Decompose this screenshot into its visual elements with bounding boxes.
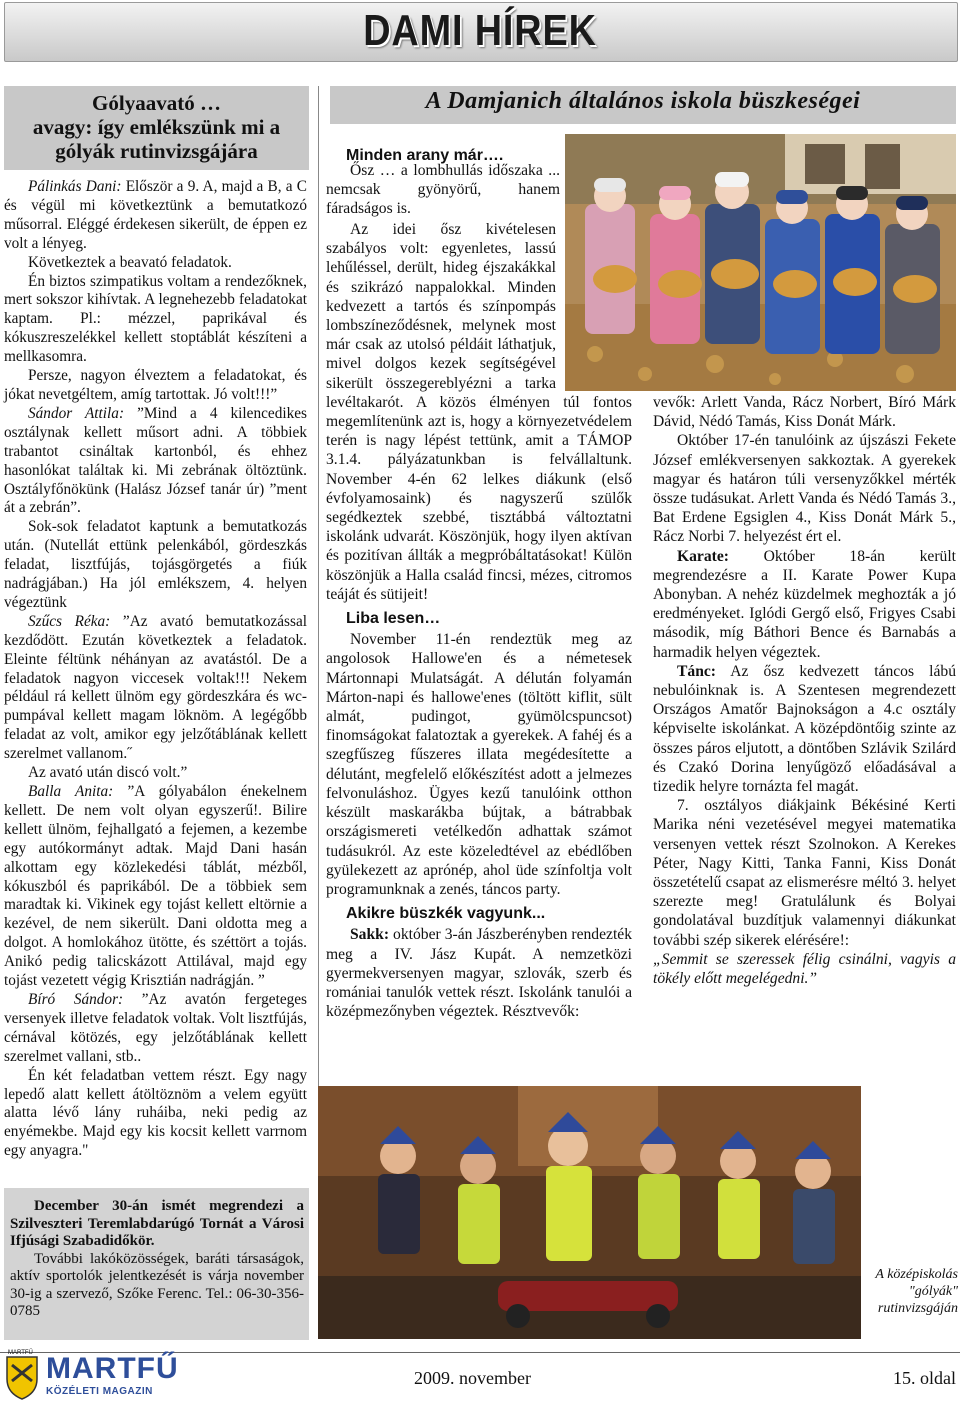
paragraph-text: Először a 9. A, majd a B, a C és végül mi következtünk a bemutatkozó műsorral. Eléggé érdekesen sikerült, de éppen ez volt a lényeg. [4, 178, 307, 252]
paragraph: Persze, nagyon élveztem a feladatokat, és jókat nevetgéltem, amíg tartottak. Jó volt!!!” [4, 367, 307, 403]
paragraph [4, 991, 307, 1067]
column-divider [318, 86, 319, 1176]
quote: „Semmit se szeressek félig csinálni, vagyis a tökély előtt megelégedni.” [653, 950, 956, 988]
paragraph [4, 178, 307, 254]
paragraph [4, 783, 307, 991]
magazine-logo [4, 1350, 179, 1402]
paragraph-text: ”Az avató bemutatkozással kezdődött. Ezután következtek a feladatok. Eleinte féltünk néhányan az avatástól. De a feladatok nagyon viccesek voltak!!! Nekem például rá kellett ülnöm egy gördeszkára és wc-pumpával kellett magam löknöm. A legégőbb feladat az volt, amikor egy jelzőtáblának kellett szerelmet vallanom.˝ [4, 612, 307, 763]
title-line: avagy: így emlékszünk mi a [32, 115, 281, 139]
left-article-body [4, 178, 307, 1161]
label-tanc: Tánc: [677, 662, 716, 680]
photo-freshmen [318, 1086, 861, 1339]
photo-freshmen-image [318, 1086, 861, 1339]
logo-text: MARTFŰ [46, 1352, 179, 1385]
logo-small-text: MARTFŰ [8, 1350, 33, 1356]
speaker: Bíró Sándor: [28, 990, 124, 1008]
paragraph-text: ”Az avatón fergeteges versenyek illetve feladatok voltak. Volt lisztfújás, cérnával kötözés, egy jelzőtáblának kellett szerelmet vallani, stb.. [4, 990, 307, 1065]
page-title: DAMI HÍREK [363, 6, 597, 55]
paragraph-text: október 3-án Jászberényben rendezték meg a IV. Jász Kupát. A nemzetközi gyermekversenyen magyar, szlovák, szerb és romániai tanulók vettek részt. Iskolánk tanulói a középmezőnyben végeztek. Résztvevők: [326, 926, 632, 1021]
right-article-title: A Damjanich általános iskola büszkeségei [425, 88, 861, 114]
paragraph: Az avató után discó volt.” [28, 764, 188, 782]
paragraph: Az idei ősz kivételesen szabályos volt: egyenletes, lassú lehűléssel, derült, hideg éjszakákkal és szikrázó nappalokkal. Minden kedvezett a tartós és színpompás lombszíneződésnek, melynek most már csak az utolsó példáit láthatjuk, mivel dolgos kezek segítségével sikerült összegereblyézni a tarka levéltakarót. A közös élményen túl fontos megemlítenünk azt is, hogy a környezetvédelem terén is nagy lépést tettünk, amit a TÁMOP 3.1.4. pályázatunkban is felvállaltunk. November 4-én 62 lelkes diákunk (első évfolyamosaink) és nagyszerű szülők segédkeztek szebbé, tisztábbá változtatni iskolánk udvarát. Köszönjük, hogy ilyen aktívan és pozitívan állták a megpróbáltatásokat! Külön köszönjük a Halla család fincsi, mézes, citromos teáját és sütijeit! [326, 221, 632, 603]
speaker: Sándor Attila: [28, 404, 125, 422]
announcement-text [10, 1198, 304, 1321]
paragraph: Én biztos szimpatikus voltam a rendezőknek, mert sokszor kihívtak. A legnehezebb feladatokat kaptam. Pl.: mézzel, paprikával és kókuszreszelékkel kellett stoptáblát készíteni a mellkasomra. [4, 272, 307, 366]
paragraph-text: ”Mind a 4 kilencedikes osztálynak kellett műsort adni. A többiek trabantot csináltak kartonból, és ehhez hasonlókat találtak ki. Mi zebrának öltöztünk. Osztályfőnökünk (Halász József tanár úr) ”ment át a zebrán”. [4, 404, 307, 517]
paragraph: Október 17-én tanulóink az újszászi Fekete József emlékversenyen sakkoztak. A gyerekek magyar és határon túli versenyzőkkel mérték össze tudásukat. Arlett Vanda és Nédó Tamás 3., Bat Erdene Egsiglen 4., Kiss Donát Márk 5., Rácz Norbi 7. helyezést ért el. [653, 432, 956, 546]
announcement-body: További lakóközösségek, baráti társaságok, aktív sportolók jelentkezését is várja november 30-ig a szervező, Szőke Ferenc. Tel.: 06-30-356-0785 [10, 1250, 304, 1319]
speaker: Pálinkás Dani: [28, 178, 122, 195]
label-sakk: Sakk: [350, 926, 390, 944]
coat-of-arms-icon [4, 1351, 40, 1401]
issue-date: 2009. november [414, 1368, 531, 1388]
middle-article-body [326, 220, 632, 1021]
paragraph [4, 405, 307, 518]
speaker: Szűcs Réka: [28, 612, 111, 630]
photo-caption: A középiskolás "gólyák" rutinvizsgáján [875, 1267, 958, 1316]
paragraph: Sok-sok feladatot kaptunk a bemutatkozás után. (Nutellát ettünk pelenkából, gördeszkás feladat, lisztfújás, tojásgörgetés a fiúk nadrágjában.) Ha jól emlékszem, 4. helyen végeztünk [4, 518, 307, 611]
paragraph [653, 662, 956, 796]
paragraph: Ősz … a lombhullás időszaka ... nemcsak gyönyörű, hanem fáradságos is. [326, 162, 560, 218]
paragraph: vevők: Arlett Vanda, Rácz Norbert, Bíró Márk Dávid, Nédó Tamás, Kiss Donát Márk. [653, 394, 956, 431]
label-karate: Karate: [677, 547, 729, 565]
speaker: Balla Anita: [28, 783, 114, 800]
paragraph: Én két feladatban vettem részt. Egy nagy lepedő alatt kellett átöltöznöm a velem együtt alatta lévő lány ruháiba, neki pedig az enyémekbe. Majd egy kis kocsit kellett varrnom egy anyagra." [4, 1066, 307, 1160]
paragraph-text: ”A gólyabálon énekelnem kellett. De nem volt olyan egyszerű!. Bilire kellett ülnöm, fejhallgató a fejemen, a kezembe egy autókormányt adtak. Majd Dani hasán alkottam egy közlekedési táblát, mézből, kókuszból és paprikából. De a többiek sem maradtak ki. Vikinek egy tojást kellett eltörnie a kezével, de nem sikerült. Dani oldotta meg a dolgot. A homlokához ütötte, és széttört a tojás. Anikó pedig talicskázott Attilával, majd egy tojást vezetett végig Krisztián nadrágján. ” [4, 783, 307, 990]
photo-float-spacer [556, 220, 632, 392]
right-column-body [653, 393, 956, 988]
paragraph [326, 925, 632, 1021]
title-line: gólyák rutinvizsgájára [55, 139, 258, 163]
paragraph-text: Az ősz kedvezett táncos lábú nebulóinknak is. A Szentesen megrendezett Országos Amatőr Bajnokságon a 4.c osztály képviselte iskolánkat. A középdöntőig szinte az összes páros eljutott, a döntőben Szlávik Szilárd és Czakó Dorina lenyűgöző előadásával a tizedik helyre tornázta fel magát. [653, 662, 956, 796]
paragraph [4, 613, 307, 764]
section-heading: Akikre büszkék vagyunk... [346, 905, 546, 923]
paragraph-text: Október 18-án került megrendezésre a II. Karate Power Kupa Abonyban. A nehéz küzdelmek meghozták a jó eredményeket. Iglódi Gergő első, Frigyes Csabi második, míg Báthori Bence és Barnabás a harmadik helyen végeztek. [653, 547, 956, 661]
announcement-title: December 30-án ismét megrendezi a Szilveszteri Teremlabdarúgó Tornát a Városi Ifjúsági Szabadidőkör. [10, 1198, 304, 1249]
paragraph [653, 547, 956, 662]
title-line: Gólyaavató … [92, 91, 221, 115]
left-article-title [4, 91, 309, 163]
logo-subtitle: KÖZÉLETI MAGAZIN [46, 1386, 153, 1397]
paragraph: Következtek a beavató feladatok. [28, 253, 232, 271]
middle-article-body-narrow [326, 161, 560, 219]
section-heading: Minden arany már…. [346, 147, 504, 164]
paragraph: November 11-én rendeztük meg az angolosok Hallowe'en és a németesek Mártonnapi Mulatságát. A délután folyamán Márton-napi és hallowe'enes (töltött kiflit, sült almát, pudingot, gyümölcspuncsot) finomságokat falatoztak a gyerekek. A fahéj és a szegfűszeg fűszeres illata megédesítette a délutánt, megfelelő előkészítést adott a jelmezes felvonuláshoz. Ügyes kezű tanulóink otthon készült maskarákba bújtak, a bátrabbak országismereti vetélkedőn adhattak számot tudásukról. Az este közeledtével az ebédlőben gyülekezett az aprónép, ahol üde színfoltja volt programunknak a zenés, táncos party. [326, 631, 632, 898]
paragraph: 7. osztályos diákjaink Békésiné Kerti Marika néni vezetésével megyei matematika versenyen vettek részt Szolnokon. A Kerekes Péter, Nagy Kitti, Tanka Fanni, Kiss Donát összetételű csapat az elismerésre méltó 3. helyet szerezte meg! Gratulálunk és Bolyai gondolatával buzdítjuk valamennyi diákunkat további szép sikerek elérésére!: [653, 797, 956, 949]
section-heading: Liba lesen… [346, 610, 441, 628]
page-number: 15. oldal [893, 1368, 956, 1388]
